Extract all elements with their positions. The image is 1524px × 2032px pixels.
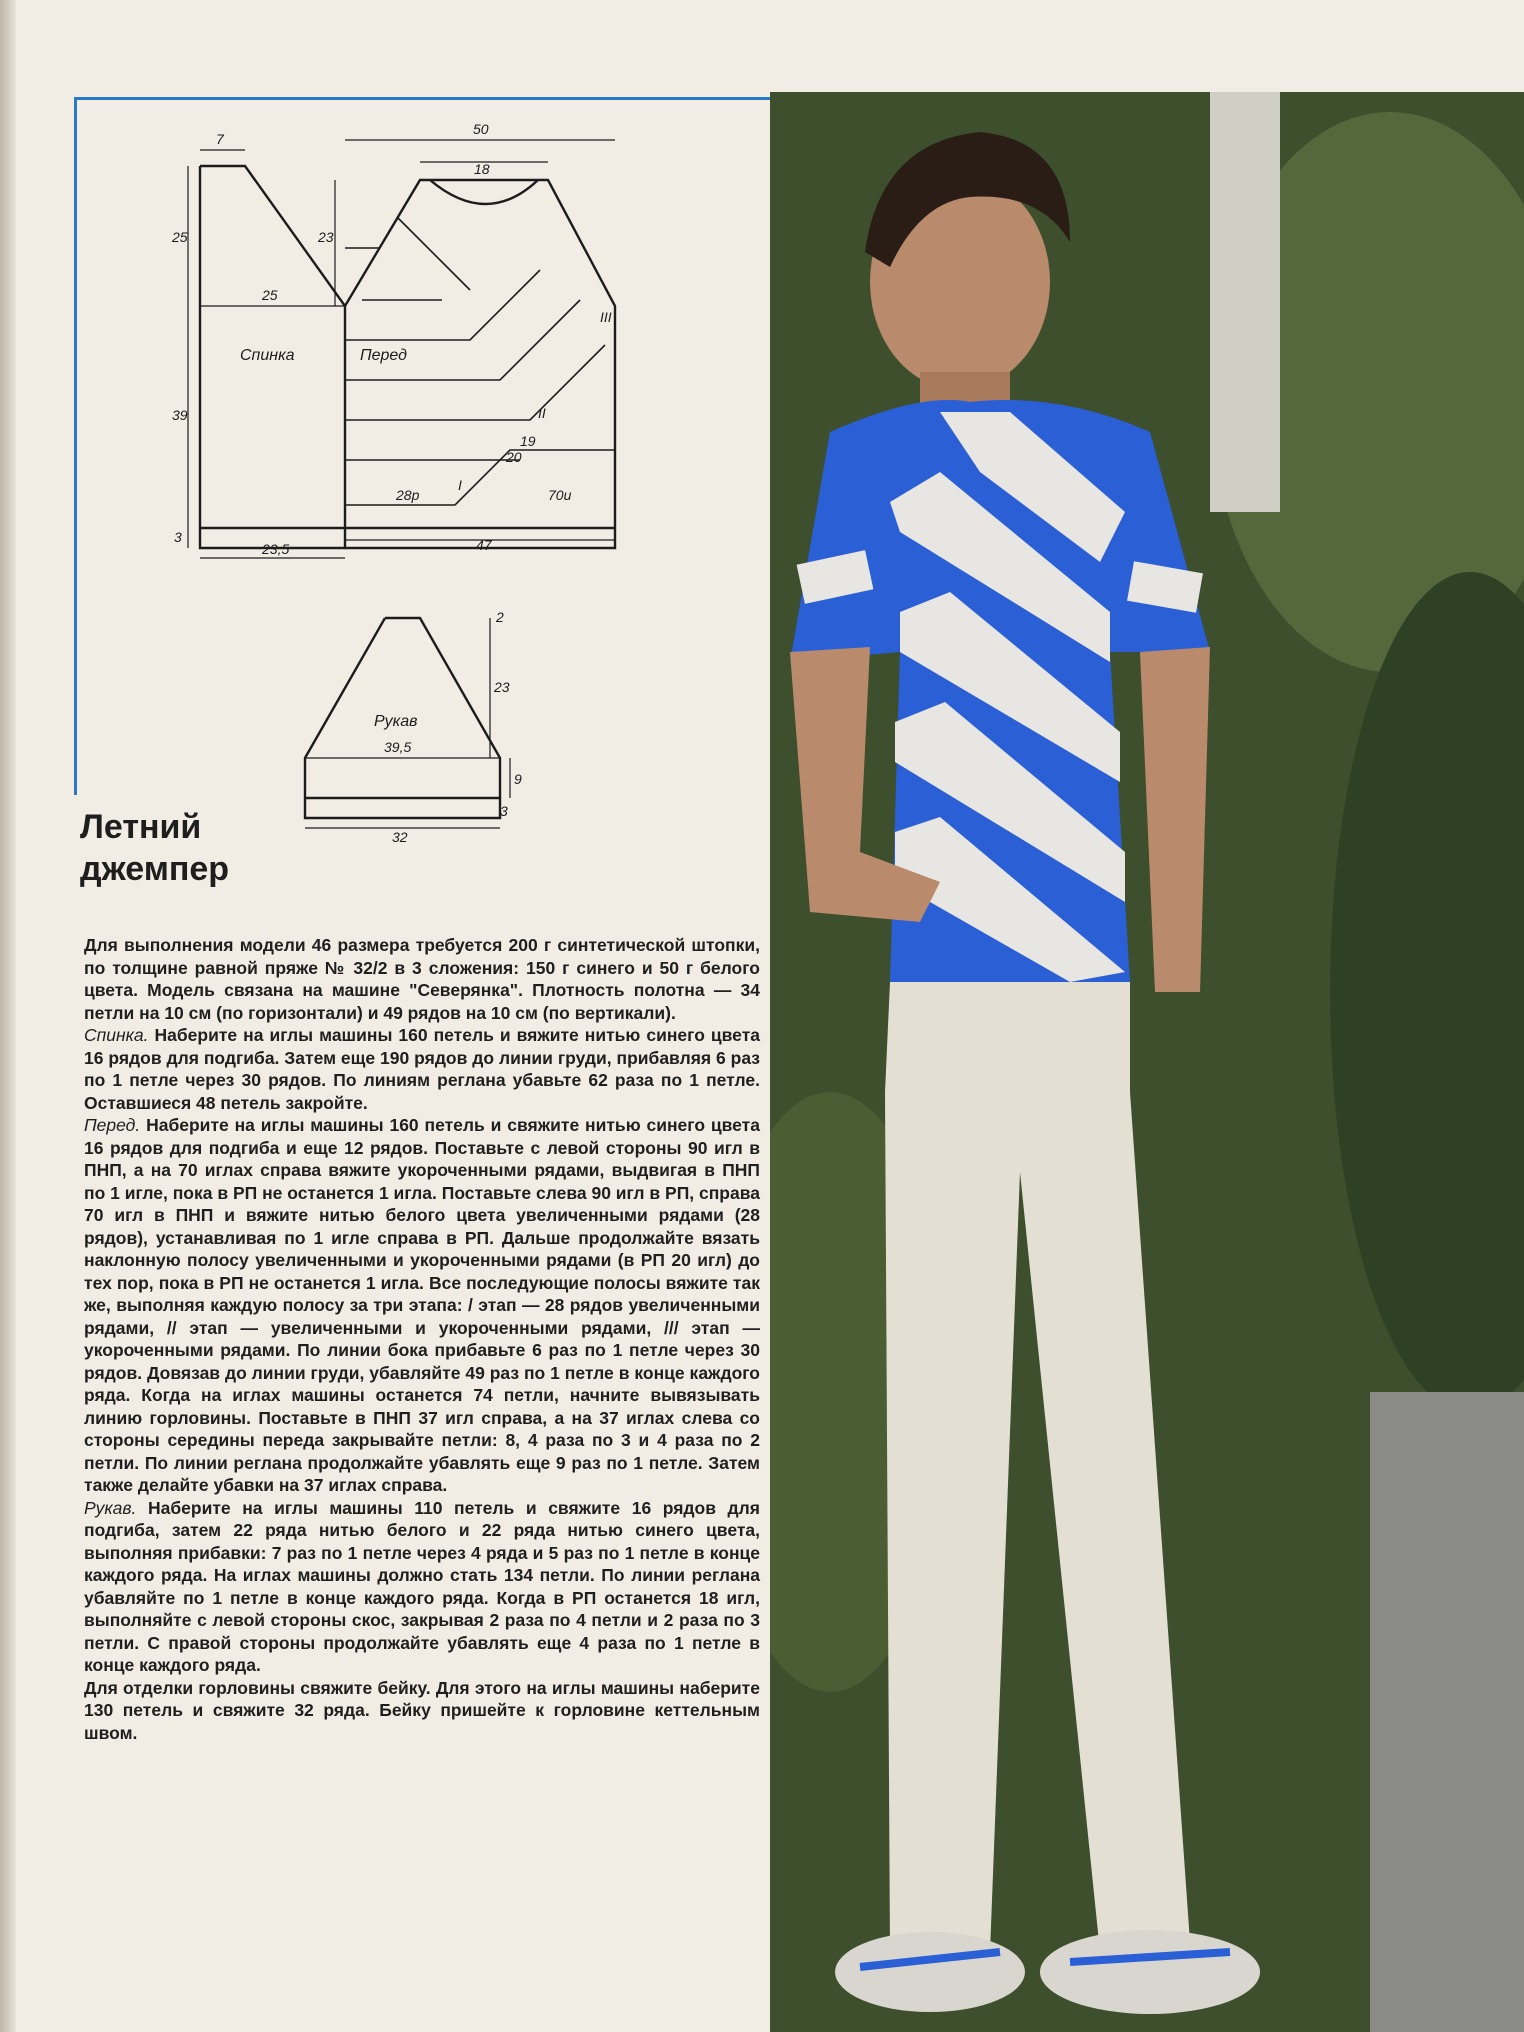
frame-left-line [74,97,77,795]
sleeve-paragraph [84,1497,760,1677]
right-shoe [1040,1930,1260,2014]
front-paragraph [84,1114,760,1497]
diagram-front-label: Перед [360,347,407,364]
dim-hem-back: 3 [174,529,182,545]
dim-stitches-70: 70и [548,487,572,503]
page-edge [0,0,16,2032]
dim-rows-28: 28р [396,487,420,503]
dim-stripe-19: 19 [520,433,536,449]
dim-neck-front: 18 [474,161,490,177]
neckline-curve [430,180,538,204]
front-piece-outline [345,180,615,548]
dim-stripe-20: 20 [506,449,522,465]
dim-hem-width-front: 47 [476,537,492,553]
dim-sleeve-hem: 3 [500,803,508,819]
dim-raglan-back: 25 [172,229,188,245]
knitting-instructions [84,934,760,1744]
pattern-svg [150,120,670,860]
dim-chest-half: 25 [262,287,278,303]
title-line-1: Летний [80,808,202,846]
intro-paragraph: Для выполнения модели 46 размера требуется 200 г синтетической штопки, по толщине равной пряже № 32/2 в 3 сложения: 150 г синего и 50 г белого цвета. Модель связана на машине "Северянка". Плотность полотна — 34 петли на 10 см (по горизонтали) и 49 рядов на 10 см (по вертикали). [84,935,760,1023]
stage-3-mark: III [600,309,612,325]
stage-1-mark: I [458,477,462,493]
sleeve-text: Наберите на иглы машины 110 петель и свяжите 16 рядов для подгиба, затем 22 ряда нитью белого и 22 ряда нитью синего цвета, выполняя прибавки: 7 раз по 1 петле через 4 ряда и 5 раз по 1 петле в конце каждого ряда. На иглах машины должно стать 134 петли. По линии реглана убавляйте по 1 петле в конце каждого ряда. Когда в РП останется 18 игл, выполняйте с левой стороны скос, закрывая 2 раза по 4 петли и 2 раза по 3 петли. С правой стороны продолжайте убавлять еще 4 раза по 1 петле в конце каждого ряда. [84,1497,760,1675]
model-photo-illustration [770,92,1524,2032]
front-text: Наберите на иглы машины 160 петель и свяжите нитью синего цвета 16 рядов для подгиба и еще 12 рядов. Поставьте с левой стороны 90 игл в ПНП, а на 70 иглах справа вяжите укороченными рядами, выдвигая в ПНП по 1 игле, пока в РП не останется 1 игла. Поставьте слева 90 игл в РП, справа 70 игл в ПНП и вяжите нитью белого цвета увеличенными рядами (28 рядов), устанавливая по 1 игле справа в РП. Дальше продолжайте вязать наклонную полосу увеличенными и укороченными рядами (в РП 20 игл) до тех пор, пока в РП не останется 1 игла. Все последующие полосы вяжите так же, выполняя каждую полосу за три этапа: / этап — 28 рядов увеличенными рядами, // этап — увеличенными и укороченными рядами, /// этап — укороченными рядами. По линии бока прибавьте 6 раз по 1 петле через 30 рядов. Довязав до линии груди, убавляйте 49 раз по 1 петле в конце каждого ряда. Когда на иглах машины останется 74 петли, начните вывязывать линию горловины. Поставьте в ПНП 37 игл справа, а на 37 иглах слева со стороны середины переда закрывайте петли: 8, 4 раза по 3 и 4 раза по 2 петли. По линии реглана продолжайте убавлять еще 9 раз по 1 петле. Затем также делайте убавки на 37 иглах справа. [84,1115,760,1495]
dim-raglan-front: 23 [318,229,334,245]
dim-neck-back: 7 [216,131,224,147]
stage-2-mark: II [538,405,546,421]
dim-sleeve-raglan: 23 [494,679,510,695]
front-section-label: Перед. [84,1115,141,1135]
back-text: Наберите на иглы машины 160 петель и вяжите нитью синего цвета 16 рядов для подгиба. Затем еще 190 рядов до линии груди, прибавляя 6 раз по 1 петле через 30 рядов. По линиям реглана убавьте 62 раза по 1 петле. Оставшиеся 48 петель закройте. [84,1025,760,1113]
dim-sleeve-side: 9 [514,771,522,787]
sleeve-section-label: Рукав. [84,1497,137,1518]
left-shoe [835,1932,1025,2012]
dim-width-top: 50 [473,121,489,137]
dim-side-back: 39 [172,407,188,423]
dim-hem-width-back: 23,5 [262,541,290,557]
dim-sleeve-cuff: 32 [392,829,408,845]
finish-paragraph: Для отделки горловины свяжите бейку. Для этого на иглы машины наберите 130 петель и свяжите 32 ряда. Бейку пришейте к горловине кеттельным швом. [84,1677,760,1743]
birch-trunk [1210,92,1280,512]
title-line-2: джемпер [80,850,230,888]
back-paragraph [84,1024,760,1114]
dim-sleeve-width: 39,5 [384,739,412,755]
back-section-label: Спинка. [84,1025,149,1045]
model-photo [770,92,1524,2032]
dim-sleeve-top: 2 [496,609,504,625]
article-title [80,806,229,890]
pattern-diagrams [150,120,670,860]
diagram-back-label: Спинка [240,347,295,364]
diagram-sleeve-label: Рукав [374,713,418,730]
